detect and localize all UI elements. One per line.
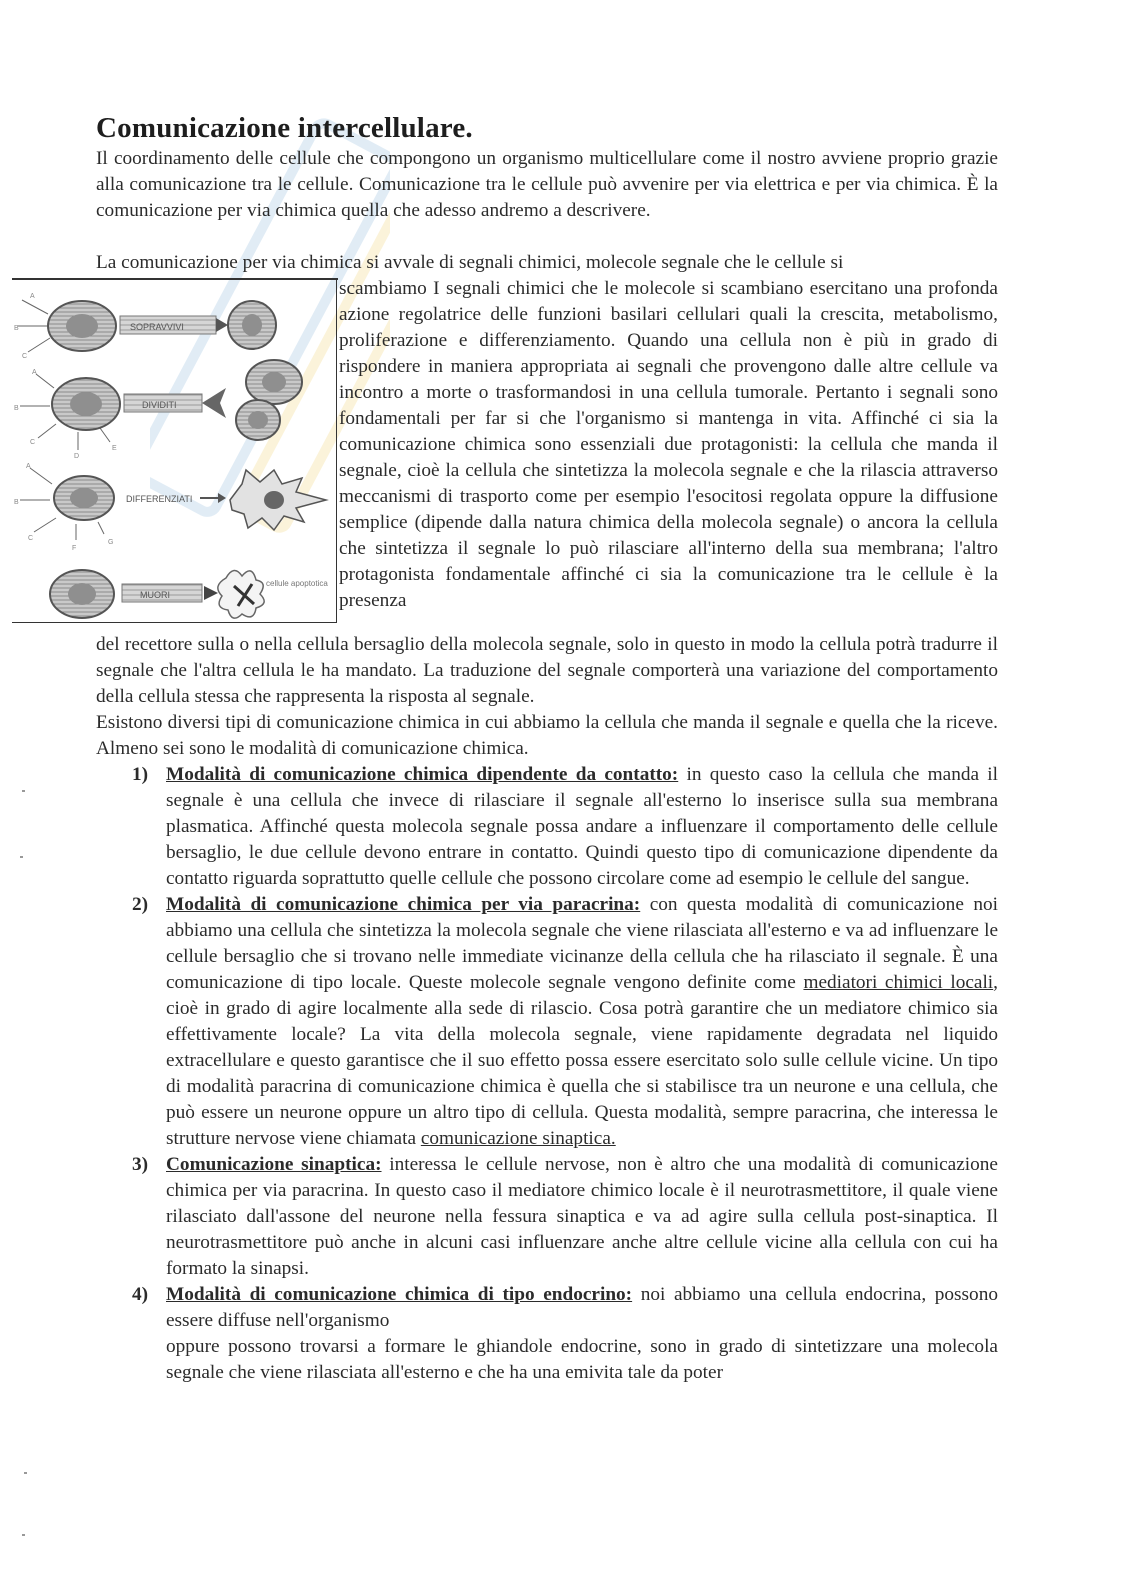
- list-item: [96, 892, 998, 1152]
- paragraph-wrapped: scambiamo I segnali chimici che le molecole si scambiano esercitano una profonda azione regolatrice delle funzioni basilari cellulari quali la crescita, metabolismo, proliferazione e differenziamento. Quando una cellula non è più in grado di rispondere in maniera appropriata ai segnali che provengono dalle altre cellule va incontro a morte o trasformandosi in una cellula tumorale. Pertanto i segnali sono fondamentali per far si che l'organismo si mantenga in vita. Affinché ci sia la comunicazione chimica sono essenziali due protagonisti: la cellula che manda il segnale, cioè la cellula che sintetizza la molecola segnale e che la rilascia attraverso meccanismi di trasporto come per esempio l'esocitosi regolata oppure la diffusione semplice (dipende dalla natura chimica della molecola segnale) o ancora la cellula che sintetizza il segnale lo può rilasciare all'interno della sua membrana; l'altro protagonista fondamentale affinché ci sia la comunicazione tra le cellule è la presenza: [339, 278, 998, 611]
- item-number: 1): [132, 764, 149, 785]
- item-heading: Modalità di comunicazione chimica per via paracrina:: [166, 894, 641, 915]
- scan-speck: [24, 1472, 27, 1474]
- label-die: MUORI: [140, 590, 170, 600]
- svg-text:G: G: [108, 539, 114, 546]
- item-text: con questa modalità di comunicazione noi abbiamo una cellula che sintetizza la molecola segnale che viene rilasciata all'esterno e va ad influenzare le cellule bersaglio che si trovano nelle immediate vicinanze della cellula che ha rilasciato il segnale. È una comunicazione di tipo locale. Queste molecole segnale vengono definite come: [166, 894, 998, 993]
- list-item: [96, 1152, 998, 1282]
- figure-drawing: [12, 278, 336, 622]
- item-text: oppure possono trovarsi a formare le ghiandole endocrine, sono in grado di sintetizzare una molecola segnale che viene rilasciata all'esterno e che ha una emivita tale da poter: [166, 1336, 998, 1383]
- paragraph-lead: La comunicazione per via chimica si avvale di segnali chimici, molecole segnale che le cellule si: [96, 252, 844, 273]
- scan-speck: [22, 790, 25, 792]
- row-die: [50, 570, 328, 618]
- paragraph-types: Esistono diversi tipi di comunicazione chimica in cui abbiamo la cellula che manda il segnale e quella che la riceve. Almeno sei sono le modalità di comunicazione chimica.: [96, 712, 998, 759]
- item-text: noi abbiamo una cellula endocrina, possono essere diffuse nell'organismo: [166, 1284, 998, 1331]
- row-divide: [20, 360, 302, 450]
- item-heading: Modalità di comunicazione chimica dipendente da contatto:: [166, 764, 679, 785]
- row-survive: [18, 300, 276, 352]
- item-heading: Modalità di comunicazione chimica di tipo endocrino:: [166, 1284, 633, 1305]
- label-apoptotic: cellule apoptotica: [266, 579, 328, 588]
- svg-text:F: F: [72, 545, 77, 552]
- scan-speck: [20, 856, 23, 858]
- svg-text:C: C: [22, 353, 28, 360]
- list-item: [96, 762, 998, 892]
- item-number: 2): [132, 894, 149, 915]
- item-text: in questo caso la cellula che manda il segnale è una cellula che invece di rilasciare il segnale all'esterno lo inserisce sulla sua membrana plasmatica. Affinché questa molecola segnale possa andare a influenzare il comportamento delle cellule bersaglio, le due cellule devono entrare in contatto. Quindi questo tipo di comunicazione dipendente da contatto riguarda soprattutto quelle cellule che possono circolare come ad esempio le cellule del sangue.: [166, 764, 998, 889]
- intro-paragraph: Il coordinamento delle cellule che compongono un organismo multicellulare come il nostro avviene proprio grazie alla comunicazione tra le cellule. Comunicazione tra le cellule può avvenire per via elettrica e per via chimica. È la comunicazione per via chimica quella che adesso andremo a descrivere.: [96, 148, 998, 221]
- svg-text:B: B: [14, 325, 19, 332]
- svg-text:B: B: [14, 499, 19, 506]
- paragraph-tail: del recettore sulla o nella cellula bersaglio della molecola segnale, solo in questo in modo la cellula potrà tradurre il segnale che l'altra cellula le ha mandato. La traduzione del segnale comporterà una variazione del comportamento della cellula stessa che rappresenta la risposta al segnale.: [96, 634, 998, 707]
- scan-speck: [22, 1534, 25, 1536]
- item-number: 3): [132, 1154, 149, 1175]
- svg-text:B: B: [14, 405, 19, 412]
- page-title: Comunicazione intercellulare.: [96, 112, 473, 144]
- underlined-term: comunicazione sinaptica.: [420, 1128, 616, 1149]
- svg-text:A: A: [30, 293, 35, 300]
- svg-text:A: A: [32, 369, 37, 376]
- svg-text:E: E: [112, 445, 117, 452]
- list-item: [96, 1282, 998, 1386]
- label-differentiate: DIFFERENZIATI: [126, 494, 193, 504]
- item-heading: Comunicazione sinaptica:: [166, 1154, 382, 1175]
- item-text: interessa le cellule nervose, non è altro che una modalità di comunicazione chimica per via paracrina. In questo caso il mediatore chimico locale è il neurotrasmettitore, il quale viene rilasciato dall'assone del neurone nella fessura sinaptica e va ad agire sulla cellula post-sinaptica. Il neurotrasmettitore può anche in alcuni casi influenzare anche altre cellule vicine alla cellula con cui ha formato la sinapsi.: [166, 1154, 998, 1279]
- row-differentiate: [20, 468, 326, 540]
- svg-text:D: D: [74, 453, 80, 460]
- item-number: 4): [132, 1284, 149, 1305]
- underlined-term: mediatori chimici locali: [803, 972, 994, 993]
- svg-text:C: C: [28, 535, 34, 542]
- item-text: , cioè in grado di agire localmente alla sede di rilascio. Cosa potrà garantire che un mediatore chimico sia effettivamente locale? La vita della molecola segnale, viene rapidamente degradata nel liquido extracellulare e questo garantisce che il suo effetto possa essere esercitato solo sulle cellule vicine. Un tipo di modalità paracrina di comunicazione chimica è quella che si stabilisce tra un neurone e una cellula, che può essere un neurone oppure un altro tipo di cellula. Questa modalità, sempre paracrina, che interessa le strutture nervose viene chiamata: [166, 972, 998, 1149]
- modes-list: [96, 762, 998, 1386]
- svg-text:C: C: [30, 439, 36, 446]
- figure-border: [12, 278, 338, 280]
- svg-text:A: A: [26, 463, 31, 470]
- label-divide: DIVIDITI: [142, 400, 177, 410]
- cell-signal-figure: [12, 278, 337, 623]
- label-survive: SOPRAVVIVI: [130, 322, 184, 332]
